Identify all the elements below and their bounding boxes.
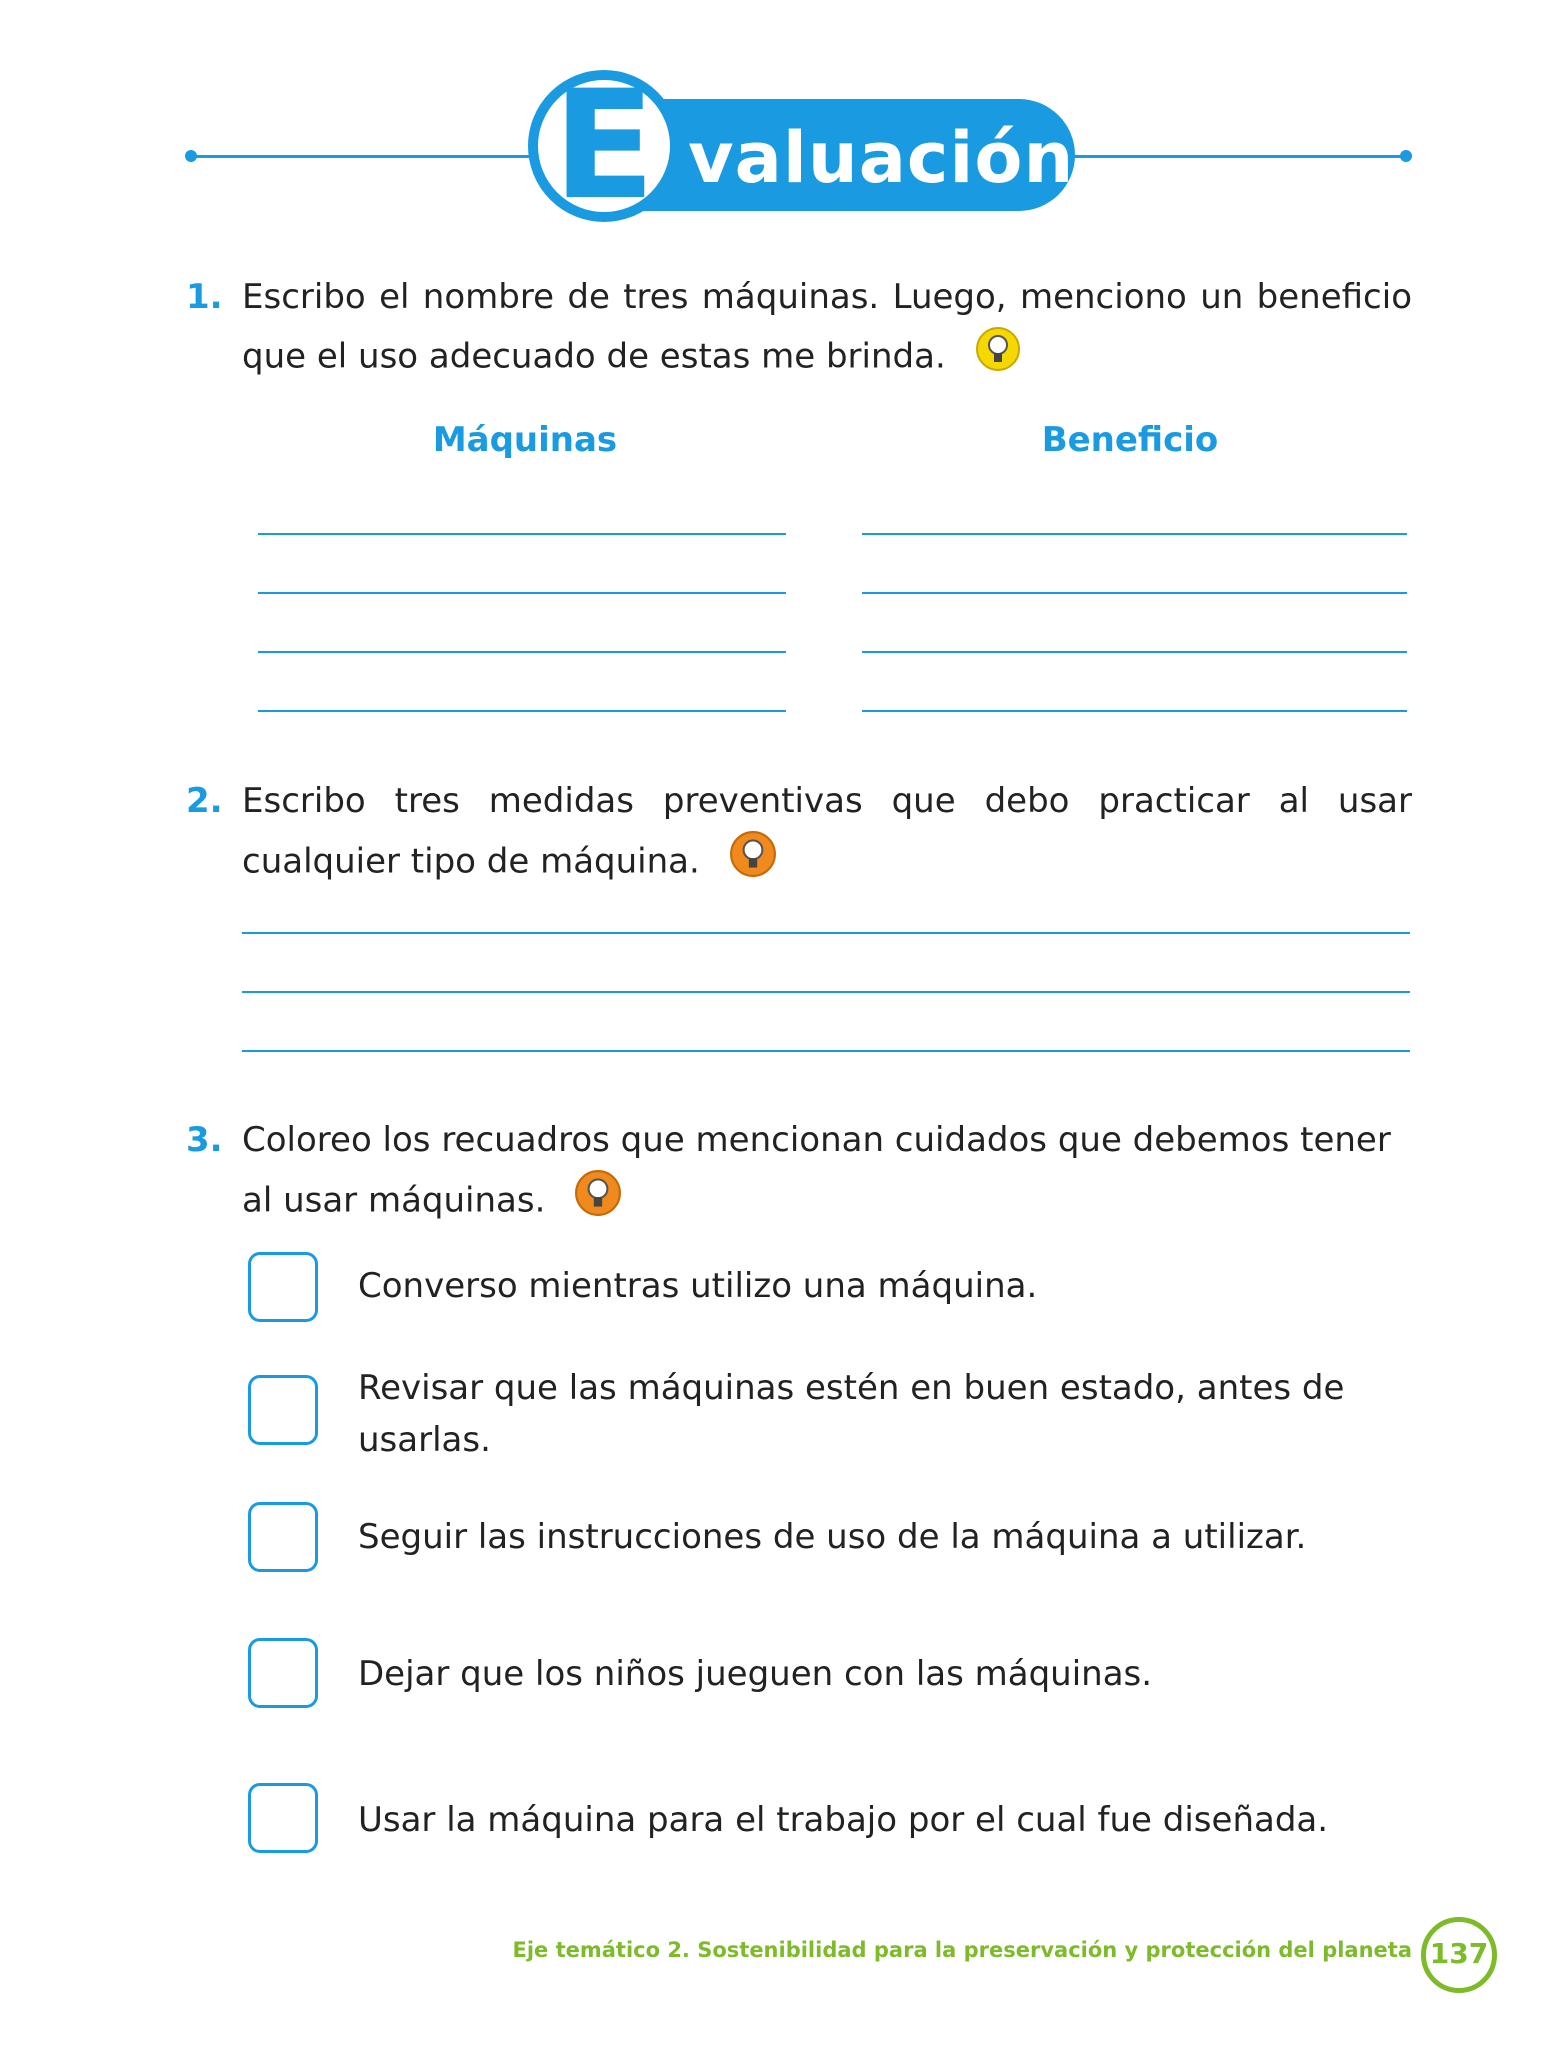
option-checkbox[interactable] (248, 1252, 318, 1322)
option-checkbox[interactable] (248, 1502, 318, 1572)
benefit-answer-line[interactable] (862, 533, 1407, 535)
question-3-prompt (242, 1111, 1412, 1235)
measure-answer-line[interactable] (242, 991, 1410, 993)
machine-answer-line[interactable] (258, 592, 786, 594)
option-label: Converso mientras utilizo una máquina. (358, 1266, 1038, 1306)
option-label: Revisar que las máquinas estén en buen estado, antes de usarlas. (358, 1368, 1345, 1460)
column-header-machines: Máquinas (432, 420, 618, 460)
page-number: 137 (1421, 1917, 1497, 1993)
option-label: Seguir las instrucciones de uso de la máquina a utilizar. (358, 1517, 1307, 1557)
measure-answer-line[interactable] (242, 1050, 1410, 1052)
lightbulb-icon (574, 1169, 622, 1235)
header-line-right (1070, 155, 1405, 158)
benefit-answer-line[interactable] (862, 710, 1407, 712)
benefit-answer-line[interactable] (862, 592, 1407, 594)
title-initial: E (552, 59, 656, 233)
question-1-text: Escribo el nombre de tres máquinas. Luego, menciono un beneficio que el uso adecuado de estas me brinda. (242, 277, 1412, 377)
header-line-left (190, 155, 535, 158)
page-title: valuación (688, 117, 1075, 199)
question-2-text: Escribo tres medidas preventivas que debo practicar al usar cualquier tipo de máquina. (242, 781, 1412, 882)
machine-answer-line[interactable] (258, 651, 786, 653)
question-3-text: Coloreo los recuadros que mencionan cuidados que debemos tener al usar máquinas. (242, 1120, 1391, 1221)
option-checkbox[interactable] (248, 1375, 318, 1445)
machine-answer-line[interactable] (258, 533, 786, 535)
option-checkbox[interactable] (248, 1638, 318, 1708)
benefit-answer-line[interactable] (862, 651, 1407, 653)
question-3-number: 3. (186, 1120, 223, 1160)
machine-answer-line[interactable] (258, 710, 786, 712)
question-1-prompt (242, 268, 1412, 390)
question-2-prompt (242, 772, 1412, 896)
measure-answer-line[interactable] (242, 932, 1410, 934)
option-label: Dejar que los niños jueguen con las máquinas. (358, 1654, 1153, 1694)
lightbulb-icon (975, 326, 1021, 390)
header-dot-right (1400, 150, 1412, 162)
column-header-benefit: Beneficio (1041, 420, 1219, 460)
option-checkbox[interactable] (248, 1783, 318, 1853)
option-label: Usar la máquina para el trabajo por el cual fue diseñada. (358, 1800, 1329, 1840)
question-2-number: 2. (186, 781, 223, 821)
header-dot-left (185, 150, 197, 162)
question-1-number: 1. (186, 277, 223, 317)
lightbulb-icon (729, 830, 777, 896)
footer-section-title: Eje temático 2. Sostenibilidad para la preservación y protección del planeta (512, 1938, 1412, 1962)
